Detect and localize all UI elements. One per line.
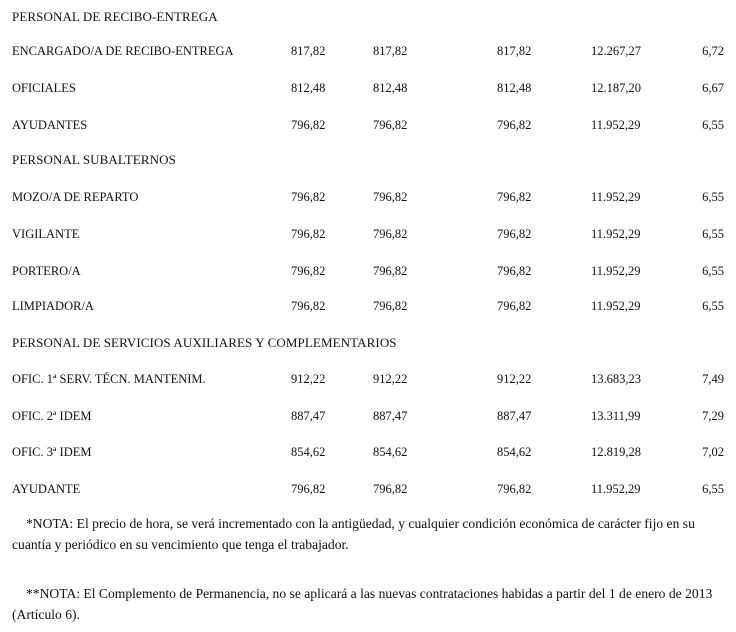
annual-value-cell: 11.952,29 (591, 264, 641, 278)
hourly-value-cell: 7,02 (702, 445, 724, 459)
annual-value-cell: 11.952,29 (591, 227, 641, 241)
value-cell: 817,82 (373, 44, 408, 58)
value-cell: 796,82 (497, 482, 532, 496)
table-row (0, 227, 736, 245)
value-cell: 796,82 (291, 190, 326, 204)
value-cell: 812,48 (291, 81, 326, 95)
table-row (0, 409, 736, 427)
note-permanence-supplement (12, 583, 728, 625)
value-cell: 796,82 (373, 264, 408, 278)
value-cell: 912,22 (497, 372, 532, 386)
hourly-value-cell: 6,55 (702, 299, 724, 313)
value-cell: 887,47 (497, 409, 532, 423)
category-name: VIGILANTE (12, 227, 80, 241)
category-name: OFIC. 1ª SERV. TÉCN. MANTENIM. (12, 372, 206, 386)
hourly-value-cell: 6,55 (702, 227, 724, 241)
category-name: LIMPIADOR/A (12, 299, 94, 313)
value-cell: 796,82 (291, 482, 326, 496)
annual-value-cell: 11.952,29 (591, 299, 641, 313)
value-cell: 817,82 (291, 44, 326, 58)
value-cell: 796,82 (291, 264, 326, 278)
section-title-recibo-entrega: PERSONAL DE RECIBO-ENTREGA (12, 9, 218, 24)
table-row (0, 81, 736, 99)
section-title-servicios-auxiliares: PERSONAL DE SERVICIOS AUXILIARES Y COMPLEMENTARIOS (12, 335, 397, 350)
category-name: OFIC. 3ª IDEM (12, 445, 92, 459)
annual-value-cell: 13.683,23 (591, 372, 641, 386)
value-cell: 796,82 (497, 264, 532, 278)
value-cell: 796,82 (497, 299, 532, 313)
value-cell: 912,22 (373, 372, 408, 386)
note-text: *NOTA: El precio de hora, se verá incrementado con la antigüedad, y cualquier condición económica de carácter fijo en su cuantía y periódico en su vencimiento que tenga el trabajador. (12, 516, 695, 552)
annual-value-cell: 11.952,29 (591, 482, 641, 496)
hourly-value-cell: 7,29 (702, 409, 724, 423)
annual-value-cell: 12.819,28 (591, 445, 641, 459)
annual-value-cell: 11.952,29 (591, 190, 641, 204)
value-cell: 796,82 (373, 482, 408, 496)
annual-value-cell: 11.952,29 (591, 118, 641, 132)
value-cell: 817,82 (497, 44, 532, 58)
annual-value-cell: 12.187,20 (591, 81, 641, 95)
note-text: **NOTA: El Complemento de Permanencia, no se aplicará a las nuevas contrataciones habidas a partir del 1 de enero de 2013 (Artículo 6). (12, 586, 713, 622)
section-title-subalternos: PERSONAL SUBALTERNOS (12, 152, 176, 167)
category-name: ENCARGADO/A DE RECIBO-ENTREGA (12, 44, 234, 58)
table-row (0, 118, 736, 136)
category-name: PORTERO/A (12, 264, 81, 278)
value-cell: 887,47 (373, 409, 408, 423)
hourly-value-cell: 6,55 (702, 190, 724, 204)
value-cell: 796,82 (497, 227, 532, 241)
annual-value-cell: 12.267,27 (591, 44, 641, 58)
table-row (0, 482, 736, 500)
table-row (0, 44, 736, 62)
hourly-value-cell: 7,49 (702, 372, 724, 386)
value-cell: 796,82 (291, 227, 326, 241)
category-name: AYUDANTES (12, 118, 88, 132)
value-cell: 854,62 (291, 445, 326, 459)
category-name: AYUDANTE (12, 482, 81, 496)
value-cell: 796,82 (497, 118, 532, 132)
category-name: MOZO/A DE REPARTO (12, 190, 139, 204)
value-cell: 796,82 (373, 190, 408, 204)
value-cell: 796,82 (497, 190, 532, 204)
value-cell: 796,82 (373, 227, 408, 241)
value-cell: 854,62 (497, 445, 532, 459)
hourly-value-cell: 6,67 (702, 81, 724, 95)
value-cell: 812,48 (497, 81, 532, 95)
table-row (0, 445, 736, 463)
table-row (0, 299, 736, 317)
note-hourly-price (12, 513, 728, 555)
table-row (0, 372, 736, 390)
hourly-value-cell: 6,55 (702, 118, 724, 132)
table-row (0, 190, 736, 208)
table-row (0, 264, 736, 282)
value-cell: 812,48 (373, 81, 408, 95)
hourly-value-cell: 6,55 (702, 482, 724, 496)
hourly-value-cell: 6,55 (702, 264, 724, 278)
value-cell: 796,82 (373, 299, 408, 313)
category-name: OFICIALES (12, 81, 76, 95)
value-cell: 854,62 (373, 445, 408, 459)
value-cell: 796,82 (373, 118, 408, 132)
category-name: OFIC. 2ª IDEM (12, 409, 92, 423)
value-cell: 912,22 (291, 372, 326, 386)
value-cell: 796,82 (291, 118, 326, 132)
value-cell: 796,82 (291, 299, 326, 313)
hourly-value-cell: 6,72 (702, 44, 724, 58)
value-cell: 887,47 (291, 409, 326, 423)
annual-value-cell: 13.311,99 (591, 409, 641, 423)
